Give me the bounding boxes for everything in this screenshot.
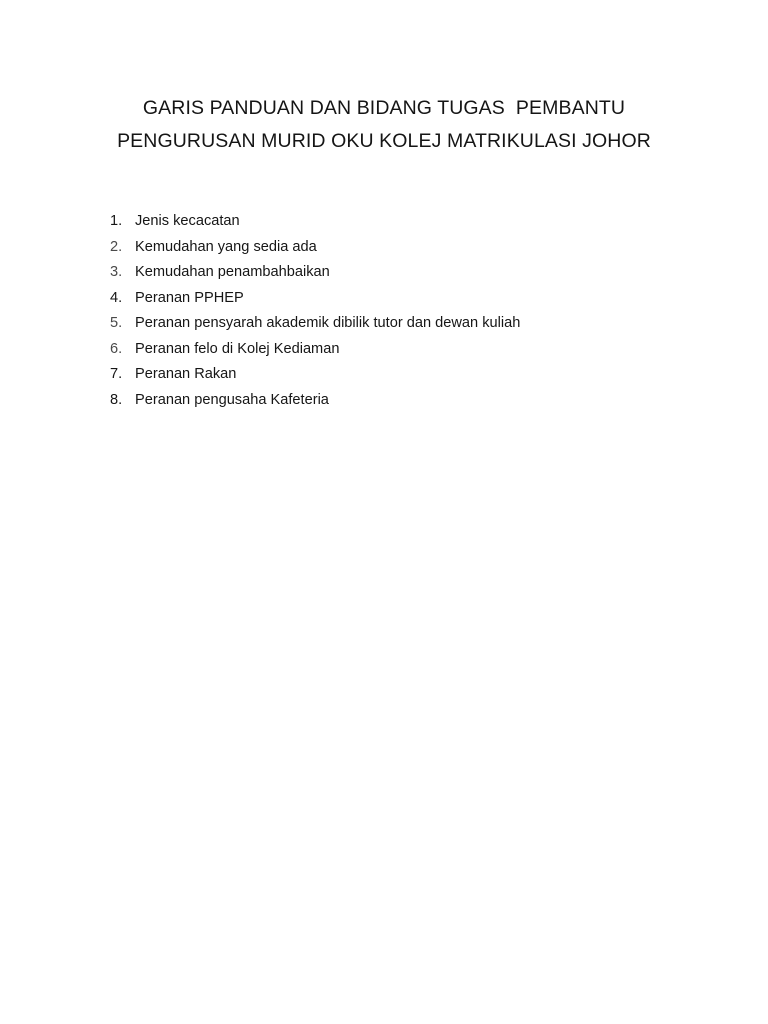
document-title <box>0 92 768 158</box>
list-number: 3. <box>110 264 123 280</box>
list-item <box>110 388 730 414</box>
list-item <box>110 337 730 363</box>
list-text: Peranan Rakan <box>135 366 237 382</box>
list-number: 7. <box>110 366 123 382</box>
list-number: 6. <box>110 340 123 357</box>
list-text: Peranan pengusaha Kafeteria <box>135 391 329 408</box>
list-text: Kemudahan penambahbaikan <box>135 264 330 280</box>
list-number: 8. <box>110 391 123 408</box>
list-text: Peranan felo di Kolej Kediaman <box>135 340 340 357</box>
list-item <box>110 362 730 388</box>
list-number: 1. <box>110 213 123 229</box>
list-text: Peranan PPHEP <box>135 289 244 306</box>
topic-list <box>110 209 730 413</box>
list-item <box>110 235 730 261</box>
list-text: Kemudahan yang sedia ada <box>135 238 317 255</box>
list-number: 5. <box>110 315 123 331</box>
title-line-2: PENGURUSAN MURID OKU KOLEJ MATRIKULASI JOHOR <box>117 130 651 152</box>
list-number: 2. <box>110 238 123 255</box>
list-item <box>110 209 730 235</box>
list-number: 4. <box>110 289 123 306</box>
list-text: Jenis kecacatan <box>135 213 240 229</box>
list-text: Peranan pensyarah akademik dibilik tutor dan dewan kuliah <box>135 315 521 331</box>
list-item <box>110 311 730 337</box>
list-item <box>110 286 730 312</box>
title-line-1: GARIS PANDUAN DAN BIDANG TUGAS PEMBANTU <box>142 97 626 119</box>
list-item <box>110 260 730 286</box>
